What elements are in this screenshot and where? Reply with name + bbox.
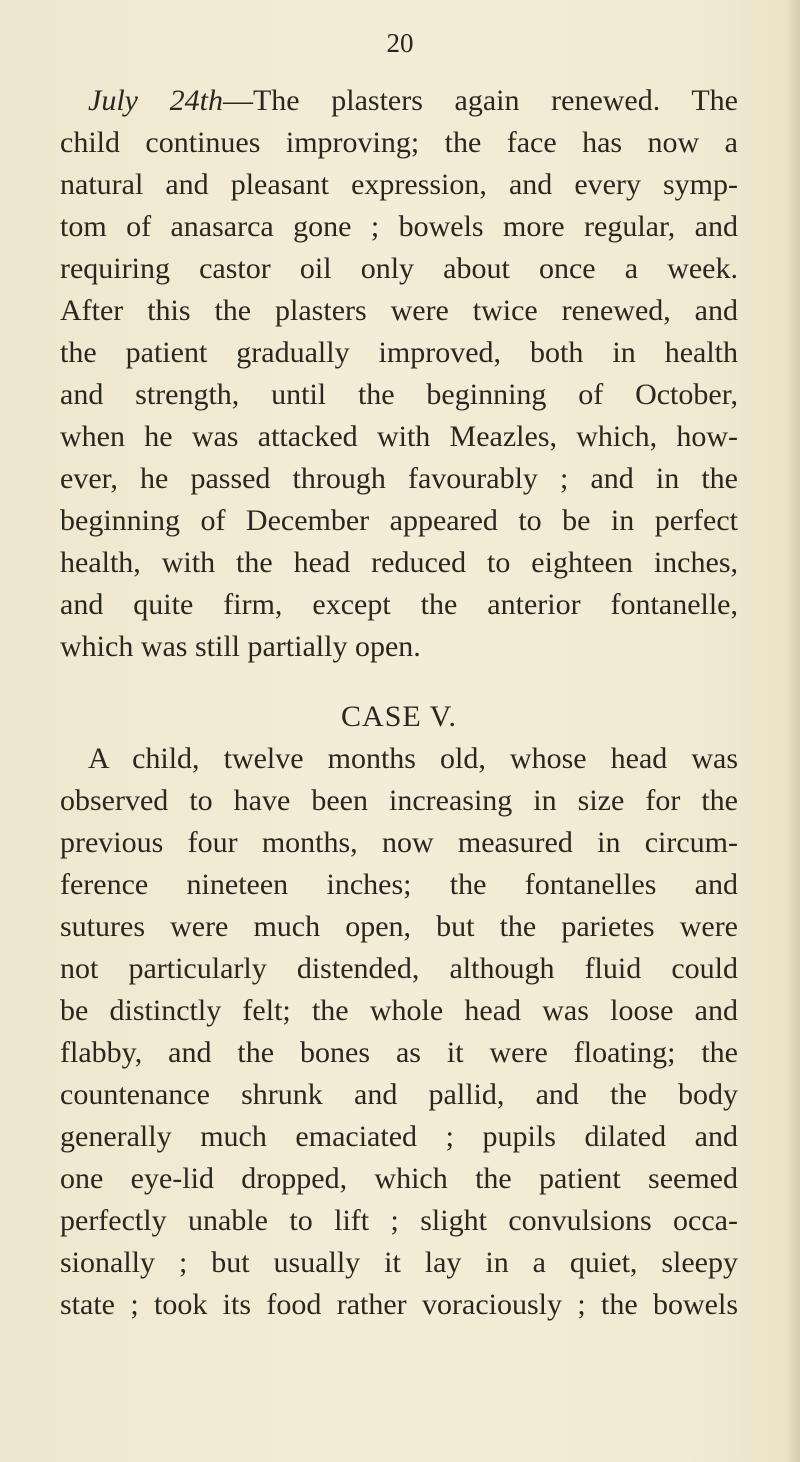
text-line: ever, he passed through favourably ; and in the — [60, 462, 738, 495]
text-line: ference nineteen inches; the fontanelles and — [60, 868, 738, 901]
entry-date: July 24th — [88, 84, 223, 117]
text-line: A child, twelve months old, whose head was — [88, 742, 738, 775]
entry-first-line-rest: —The plasters again renewed. The — [222, 84, 738, 117]
case-heading: CASE V. — [341, 700, 457, 733]
text-line: perfectly unable to lift ; slight convulsions occa- — [60, 1204, 738, 1237]
text-line: flabby, and the bones as it were floating; the — [60, 1036, 738, 1069]
text-line: and quite firm, except the anterior fontanelle, — [60, 588, 738, 621]
text-line: previous four months, now measured in circum- — [60, 826, 738, 859]
text-line: beginning of December appeared to be in perfect — [60, 504, 738, 537]
text-line: be distinctly felt; the whole head was loose and — [60, 994, 738, 1027]
text-line: generally much emaciated ; pupils dilated and — [60, 1120, 738, 1153]
text-line: countenance shrunk and pallid, and the body — [60, 1078, 738, 1111]
text-line: health, with the head reduced to eighteen inches, — [60, 546, 738, 579]
text-line: tom of anasarca gone ; bowels more regular, and — [60, 210, 738, 243]
text-line: when he was attacked with Meazles, which, how- — [60, 420, 738, 453]
text-line: the patient gradually improved, both in health — [60, 336, 738, 369]
text-line: child continues improving; the face has now a — [60, 126, 738, 159]
text-line: sionally ; but usually it lay in a quiet, sleepy — [60, 1246, 738, 1279]
text-line: which was still partially open. — [60, 630, 421, 663]
text-line: requiring castor oil only about once a week. — [60, 252, 738, 285]
body-text — [60, 80, 738, 1326]
text-line: one eye-lid dropped, which the patient seemed — [60, 1162, 738, 1195]
text-line: state ; took its food rather voraciously ; the bowels — [60, 1288, 738, 1321]
text-line: not particularly distended, although fluid could — [60, 952, 738, 985]
text-line: observed to have been increasing in size for the — [60, 784, 738, 817]
page-number: 20 — [386, 28, 414, 58]
text-line: After this the plasters were twice renewed, and — [60, 294, 738, 327]
text-line: and strength, until the beginning of October, — [60, 378, 738, 411]
text-line: natural and pleasant expression, and every symp- — [60, 168, 738, 201]
entry-first-line — [60, 80, 738, 122]
text-line: sutures were much open, but the parietes were — [60, 910, 738, 943]
page-edge-shadow — [786, 0, 800, 1462]
